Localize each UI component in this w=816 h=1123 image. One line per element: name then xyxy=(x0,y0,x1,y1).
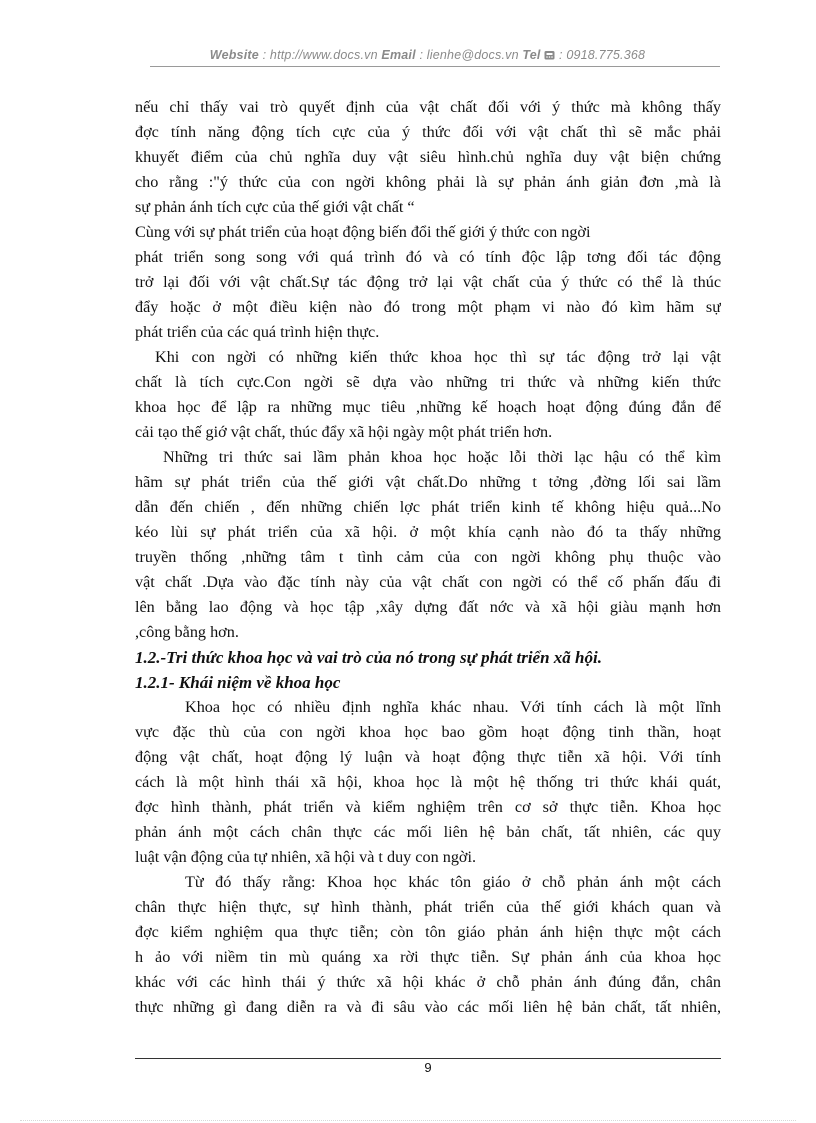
text-line: truyền thống ,những tâm t tình cảm của con ngời không phụ thuộc vào xyxy=(135,548,721,566)
text-line: khác với các hình thái ý thức xã hội khác ở chỗ phản ánh đúng đắn, chân xyxy=(135,973,721,991)
text-line: cải tạo thế giớ vật chất, thúc đẩy xã hội ngày một phát triển hơn. xyxy=(135,423,553,441)
text-line: đợc tính năng động tích cực của ý thức đối với vật chất thì sẽ mắc phải xyxy=(135,123,721,141)
phone-icon xyxy=(544,50,555,60)
text-line: đợc hình thành, phát triển và kiểm nghiệm trên cơ sở thực tiễn. Khoa học xyxy=(135,798,721,816)
text-line: vật chất .Dựa vào đặc tính này của vật chất con ngời có thể cố phấn đấu đi xyxy=(135,573,721,591)
text-line: Khi con ngời có những kiến thức khoa học thì sự tác động trở lại vật xyxy=(155,348,721,366)
paragraph xyxy=(135,870,721,1020)
email-value: : lienhe@docs.vn xyxy=(415,48,523,62)
text-line: sự phản ánh tích cực của thế giới vật chất “ xyxy=(135,198,415,216)
text-line: động vật chất, hoạt động lý luận và hoạt động thực tiễn xã hội. Với tính xyxy=(135,748,721,766)
email-label: Email xyxy=(381,48,416,62)
text-line: chân thực hiện thực, sự hình thành, phát triển của thế giới khách quan và xyxy=(135,898,721,916)
website-label: Website xyxy=(209,48,259,62)
text-line: cách là một hình thái xã hội, khoa học là một hệ thống tri thức khái quát, xyxy=(135,773,721,791)
section-heading: 1.2.-Tri thức khoa học và vai trò của nó trong sự phát triển xã hội. xyxy=(135,648,602,667)
text-line: lên bằng lao động và học tập ,xây dựng đất nớc và xã hội giàu mạnh hơn xyxy=(135,598,721,616)
text-line: khuyết điểm của chủ nghĩa duy vật siêu hình.chủ nghĩa duy vật biện chứng xyxy=(135,148,721,166)
website-value: : http://www.docs.vn xyxy=(258,48,382,62)
text-line: Cùng với sự phát triển của hoạt động biến đổi thế giới ý thức con ngời xyxy=(135,223,591,241)
text-line: h ảo với niềm tin mù quáng xa rời thực tiễn. Sự phản ánh của khoa học xyxy=(135,948,721,966)
page-header xyxy=(135,48,720,62)
paragraph-group-1 xyxy=(135,95,721,645)
footer-rule xyxy=(135,1058,721,1059)
text-line: dẫn đến chiến , đến những chiến lợc phát triển kinh tế không hiệu quả...No xyxy=(135,498,721,516)
paragraph xyxy=(135,695,721,870)
subsection-heading: 1.2.1- Khái niệm về khoa học xyxy=(135,673,341,692)
text-line: ,công bằng hơn. xyxy=(135,623,239,641)
text-line: vực đặc thù của con ngời khoa học bao gồm hoạt động tinh thần, hoạt xyxy=(135,723,721,741)
header-rule xyxy=(150,66,720,67)
text-line: Khoa học có nhiều định nghĩa khác nhau. Với tính cách là một lĩnh xyxy=(185,698,721,716)
paragraph xyxy=(135,95,721,220)
paragraph-group-2 xyxy=(135,695,721,1020)
tel-value: : 0918.775.368 xyxy=(555,48,646,62)
text-line: phát triển của các quá trình hiện thực. xyxy=(135,323,380,341)
text-line: thực những gì đang diễn ra và đi sâu vào các mối liên hệ bản chất, tất nhiên, xyxy=(135,998,721,1016)
text-line: đẩy hoặc ở một điều kiện nào đó trong một phạm vi nào đó kìm hãm sự xyxy=(135,298,721,316)
text-line: Những tri thức sai lầm phản khoa học hoặc lỗi thời lạc hậu có thể kìm xyxy=(163,448,721,466)
text-line: phát triển song song với quá trình đó và có tính độc lập tơng đối tác động xyxy=(135,248,721,266)
text-line: luật vận động của tự nhiên, xã hội và t duy con ngời. xyxy=(135,848,477,866)
text-line: phản ánh một cách chân thực các mối liên hệ bản chất, tất nhiên, các quy xyxy=(135,823,721,841)
text-line: đợc kiểm nghiệm qua thực tiễn; còn tôn giáo phản ánh hiện thực một cách xyxy=(135,923,721,941)
text-line: trở lại đối với vật chất.Sự tác động trở lại vật chất của ý thức có thể là thúc xyxy=(135,273,721,291)
text-line: khoa học để lập ra những mục tiêu ,những kế hoạch hoạt động đúng đắn để xyxy=(135,398,721,416)
text-line: kéo lùi sự phát triển của xã hội. ở một khía cạnh nào đó ta thấy những xyxy=(135,523,721,541)
bottom-dotted-rule xyxy=(20,1120,796,1122)
tel-label: Tel xyxy=(522,48,541,62)
text-line: nếu chỉ thấy vai trò quyết định của vật chất đối với ý thức mà không thấy xyxy=(135,98,721,116)
text-line: cho rằng :"ý thức của con ngời không phải là sự phản ánh giản đơn ,mà là xyxy=(135,173,721,191)
paragraph xyxy=(135,445,721,645)
text-line: hãm sự phát triển của thế giới vật chất.Do những t tởng ,đờng lối sai lầm xyxy=(135,473,721,491)
paragraph xyxy=(135,345,721,445)
text-line: chất là tích cực.Con ngời sẽ dựa vào những tri thức và những kiến thức xyxy=(135,373,721,391)
text-line: Từ đó thấy rằng: Khoa học khác tôn giáo ở chỗ phản ánh một cách xyxy=(185,873,721,891)
page-number: 9 xyxy=(424,1060,432,1075)
paragraph xyxy=(135,220,721,345)
document-body xyxy=(135,95,721,1020)
